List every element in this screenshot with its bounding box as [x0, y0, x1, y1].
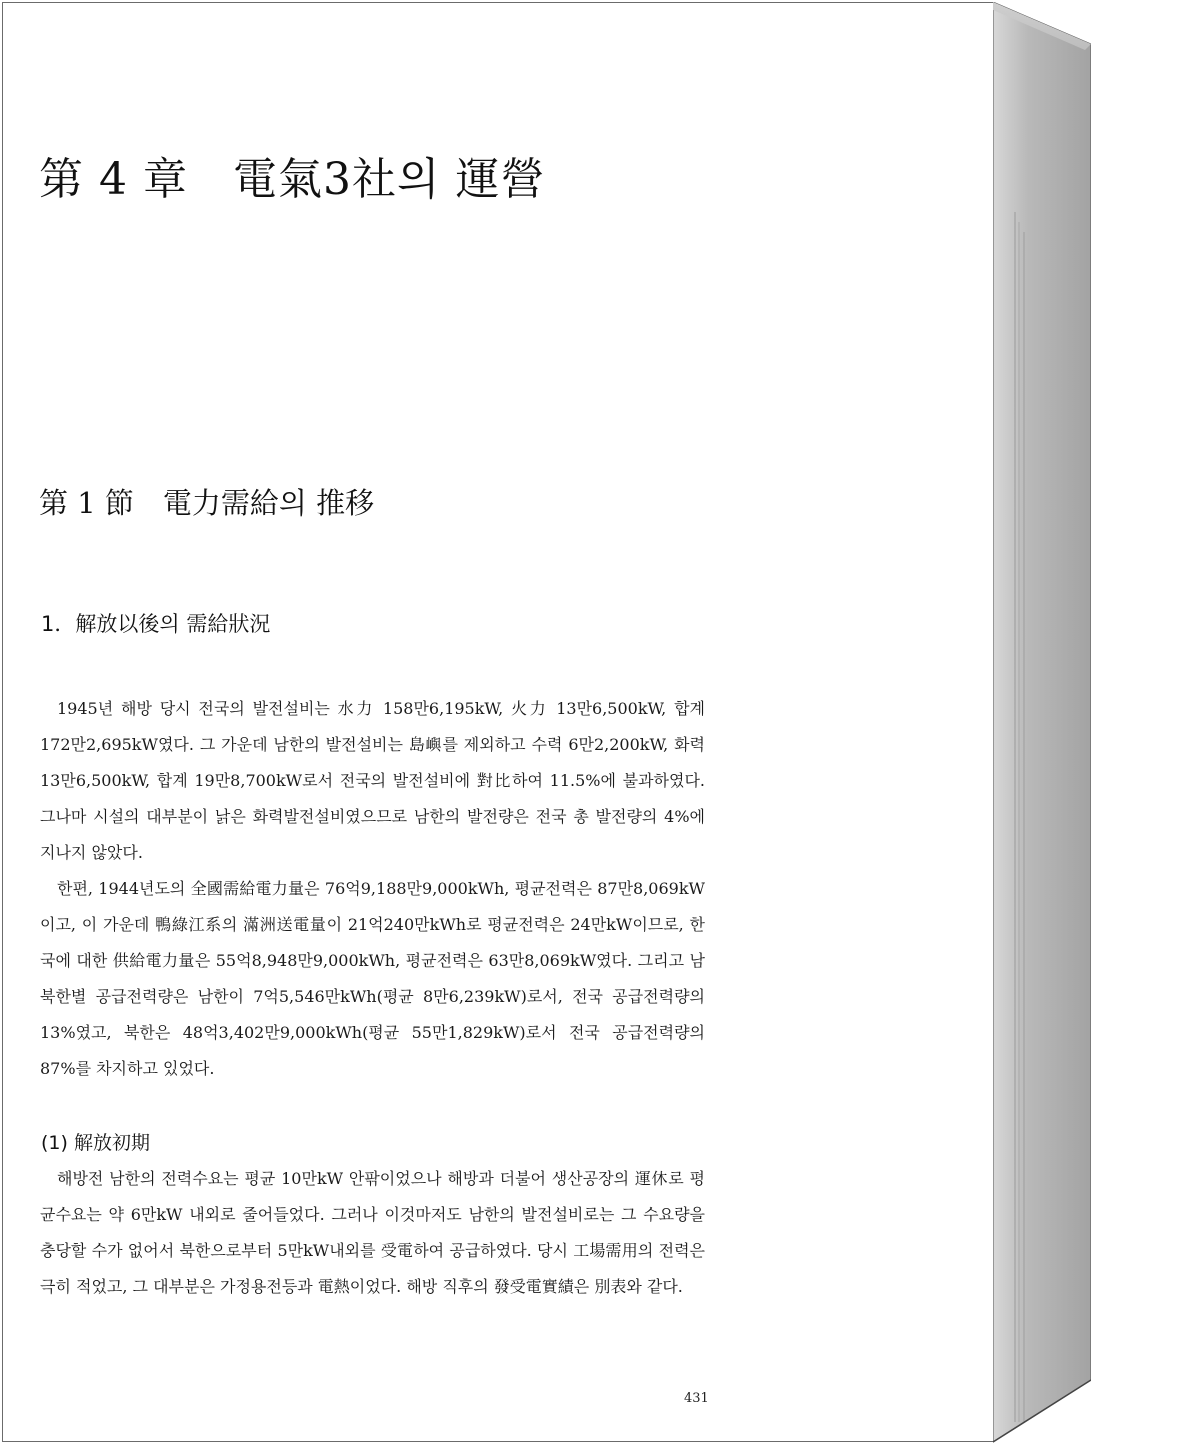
subsection-title: 1．解放以後의 需給狀況 — [41, 612, 271, 636]
page-number: 431 — [684, 1391, 709, 1406]
body-text-block-2 — [40, 1161, 705, 1305]
paragraph: 해방전 남한의 전력수요는 평균 10만kW 안팎이었으나 해방과 더불어 생산공장의 運休로 평균수요는 약 6만kW 내외로 줄어들었다. 그러나 이것마저도 남한의 발전설비로는 그 수요량을 충당할 수가 없어서 북한으로부터 5만kW내외를 受電하여 공급하였다. 당시 工場需用의 전력은 극히 적었고, 그 대부분은 가정용전등과 電熱이었다. 해방 직후의 發受電實績은 別表와 같다. — [40, 1169, 705, 1296]
chapter-title: 第 4 章 電氣3社의 運營 — [39, 154, 546, 205]
body-text-block-1 — [40, 691, 705, 1087]
section-title: 第 1 節 電力需給의 推移 — [39, 486, 375, 520]
paragraph: 한편, 1944년도의 全國需給電力量은 76억9,188만9,000kWh, 평균전력은 87만8,069kW이고, 이 가운데 鴨綠江系의 滿洲送電量이 21억240만kWh로 평균전력은 24만kW이므로, 한국에 대한 供給電力量은 55억8,948만9,000kWh, 평균전력은 63만8,069kW였다. 그리고 남북한별 공급전력량은 남한이 7억5,546만kWh(평균 8만6,239kW)로서, 전국 공급전력량의 13%였고, 북한은 48억3,402만9,000kWh(평균 55만1,829kW)로서 전국 공급전력량의 87%를 차지하고 있었다. — [40, 879, 705, 1078]
book-edge-shadow — [993, 2, 1091, 1444]
document-page — [2, 2, 994, 1442]
item-heading: (1) 解放初期 — [41, 1132, 150, 1154]
paragraph: 1945년 해방 당시 전국의 발전설비는 水力 158만6,195kW, 火力 13만6,500kW, 합계 172만2,695kW였다. 그 가운데 남한의 발전설비는 島嶼를 제외하고 수력 6만2,200kW, 화력 13만6,500kW, 합계 19만8,700kW로서 전국의 발전설비에 對比하여 11.5%에 불과하였다. 그나마 시설의 대부분이 낡은 화력발전설비였으므로 남한의 발전량은 전국 총 발전량의 4%에 지나지 않았다. — [40, 699, 705, 862]
